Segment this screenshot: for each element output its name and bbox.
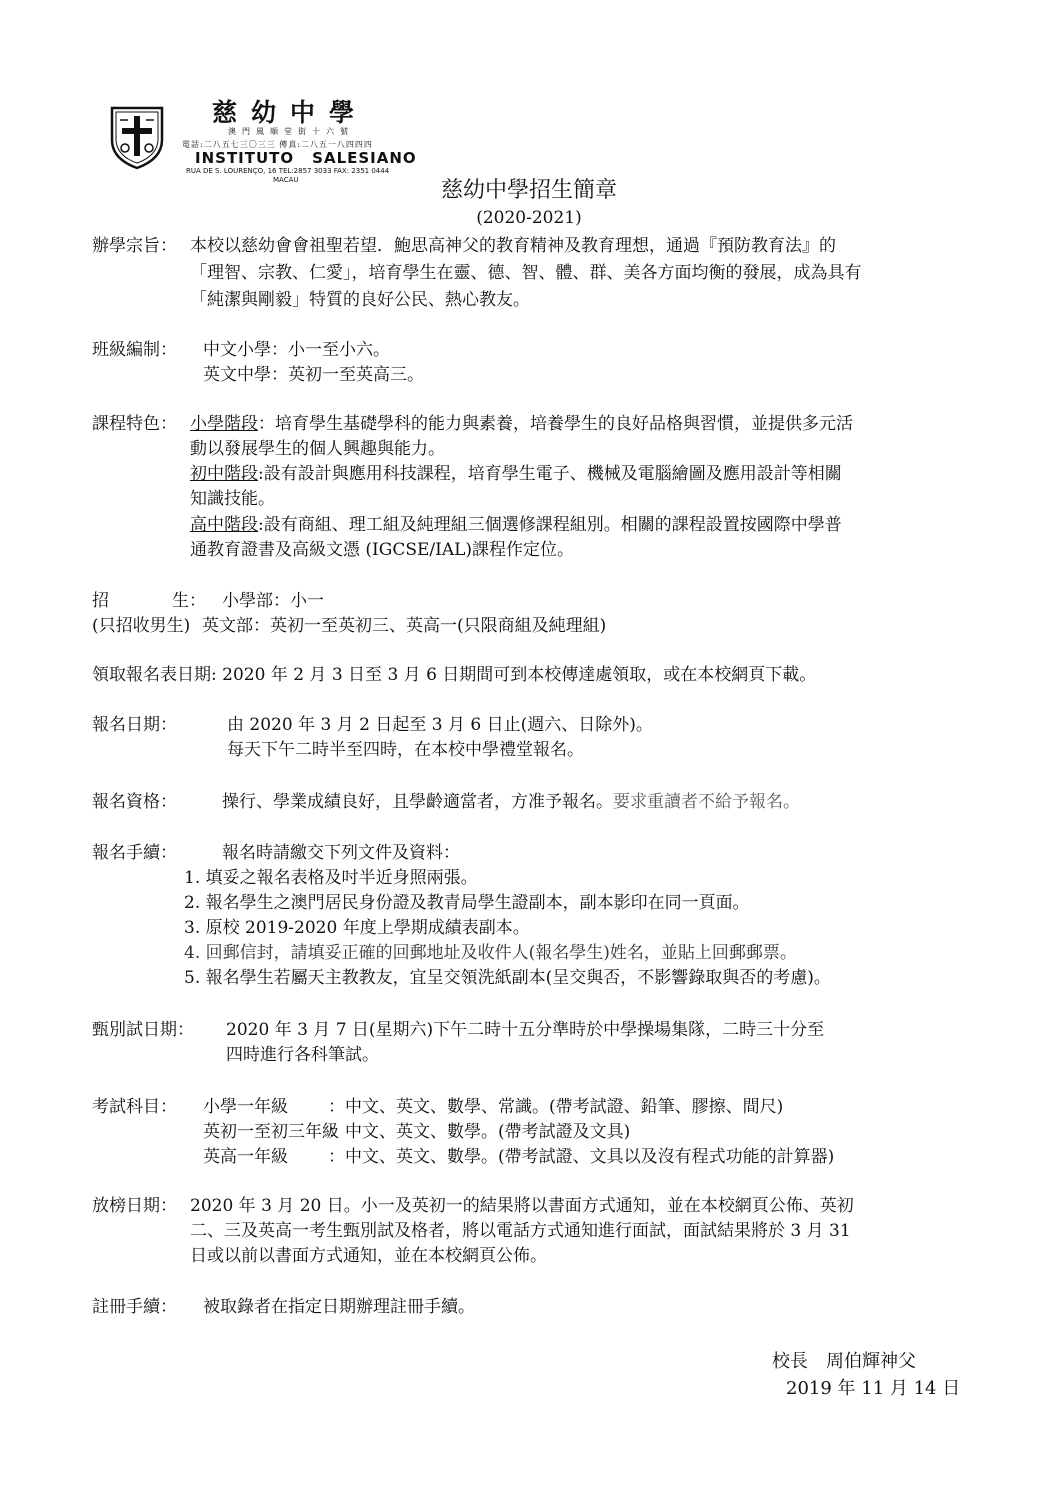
subject-level: 英高一年級: [203, 1147, 288, 1167]
mission-line: 「純潔與剛毅」特質的良好公民、熱心教友。: [190, 290, 530, 310]
subject-detail: ：中文、英文、數學、常識。(帶考試證、鉛筆、膠擦、間尺): [328, 1097, 784, 1117]
admission-label-a: 招: [92, 591, 109, 611]
registration-date-line: 由 2020 年 3 月 2 日起至 3 月 6 日止(週六、日除外)。: [227, 715, 653, 735]
classes-line: 英文中學：英初一至英高三。: [203, 365, 424, 385]
principal-signature: 校長 周伯輝神父: [772, 1351, 916, 1372]
school-name-portuguese: INSTITUTO SALESIANO: [195, 149, 417, 167]
procedure-item: 5. 報名學生若屬天主教教友，宜呈交領洗紙副本(呈交與否，不影響錄取與否的考慮)。: [184, 968, 831, 988]
admission-english: 英文部：英初一至英初三、英高一(只限商組及純理組): [202, 616, 607, 636]
procedure-item: 1. 填妥之報名表格及吋半近身照兩張。: [184, 868, 478, 888]
curriculum-junior: 初中階段:設有設計與應用科技課程，培育學生電子、機械及電腦繪圖及應用設計等相關: [190, 464, 842, 484]
school-name-chinese: 慈幼中學: [212, 98, 369, 127]
eligibility-label: 報名資格：: [92, 792, 177, 812]
enrollment-text: 被取錄者在指定日期辦理註冊手續。: [203, 1297, 475, 1317]
exam-date-line: 四時進行各科筆試。: [226, 1045, 379, 1065]
admission-note: (只招收男生): [92, 616, 191, 636]
mission-line: 「理智、宗教、仁愛」，培育學生在靈、德、智、體、群、美各方面均衡的發展，成為具有: [190, 263, 862, 283]
school-city: MACAU: [273, 176, 299, 184]
subject-detail: ：中文、英文、數學。(帶考試證及文具): [328, 1122, 631, 1142]
procedure-item: 3. 原校 2019-2020 年度上學期成績表副本。: [184, 918, 530, 938]
classes-line: 中文小學：小一至小六。: [203, 340, 390, 360]
mission-line: 本校以慈幼會會祖聖若望．鮑思高神父的教育精神及教育理想，通過『預防教育法』的: [190, 236, 836, 256]
curriculum-label: 課程特色：: [92, 414, 177, 434]
mission-label: 辦學宗旨：: [92, 236, 177, 256]
subject-detail: ：中文、英文、數學。(帶考試證、文具以及沒有程式功能的計算器): [328, 1147, 835, 1167]
results-line: 二、三及英高一考生甄別試及格者，將以電話方式通知進行面試，面試結果將於 3 月 31: [190, 1221, 851, 1241]
subject-level: 小學一年級: [203, 1097, 288, 1117]
curriculum-senior-cont: 通教育證書及高級文憑 (IGCSE/IAL)課程作定位。: [190, 540, 575, 560]
curriculum-primary-cont: 動以發展學生的個人興趣與能力。: [190, 439, 445, 459]
school-address-portuguese: RUA DE S. LOURENÇO, 16 TEL:2857 3033 FAX: 2351 0444: [186, 167, 390, 175]
procedure-item: 2. 報名學生之澳門居民身份證及教青局學生證副本，副本影印在同一頁面。: [184, 893, 750, 913]
registration-date-line: 每天下午二時半至四時，在本校中學禮堂報名。: [227, 740, 584, 760]
document-year: (2020-2021): [476, 208, 582, 228]
subjects-label: 考試科目：: [92, 1097, 177, 1117]
results-label: 放榜日期：: [92, 1196, 177, 1216]
results-line: 日或以前以書面方式通知，並在本校網頁公佈。: [190, 1246, 547, 1266]
school-contact-chinese: 電話:二八五七三〇三三 傳真:二八五一八四四四: [182, 140, 373, 149]
document-title: 慈幼中學招生簡章: [440, 178, 617, 203]
procedure-intro: 報名時請繳交下列文件及資料：: [222, 843, 460, 863]
exam-date-label: 甄別試日期：: [92, 1020, 194, 1040]
exam-date-line: 2020 年 3 月 7 日(星期六)下午二時十五分準時於中學操場集隊，二時三十分至: [226, 1020, 825, 1040]
subject-level: 英初一至初三年級: [203, 1122, 339, 1142]
admission-label-b: 生：: [172, 591, 206, 611]
results-line: 2020 年 3 月 20 日。小一及英初一的結果將以書面方式通知，並在本校網頁公佈、英初: [190, 1196, 854, 1216]
procedure-label: 報名手續：: [92, 843, 177, 863]
school-crest-logo: [108, 104, 166, 170]
school-address-chinese: 澳門風順堂街十六號: [228, 127, 354, 136]
procedure-item: 4. 回郵信封，請填妥正確的回郵地址及收件人(報名學生)姓名，並貼上回郵郵票。: [184, 943, 797, 963]
form-collection-date: 領取報名表日期: 2020 年 2 月 3 日至 3 月 6 日期間可到本校傳達處領取，或在本校網頁下載。: [92, 665, 817, 685]
curriculum-senior: 高中階段:設有商組、理工組及純理組三個選修課程組別。相關的課程設置按國際中學普: [190, 515, 842, 535]
enrollment-label: 註冊手續：: [92, 1297, 177, 1317]
document-date: 2019 年 11 月 14 日: [786, 1378, 961, 1399]
admission-primary: 小學部：小一: [222, 591, 324, 611]
eligibility-text: 操行、學業成績良好，且學齡適當者，方准予報名。要求重讀者不給予報名。: [222, 792, 800, 812]
curriculum-primary: 小學階段：培育學生基礎學科的能力與素養，培養學生的良好品格與習慣，並提供多元活: [190, 414, 853, 434]
curriculum-junior-cont: 知識技能。: [190, 489, 275, 509]
classes-label: 班級編制：: [92, 340, 177, 360]
registration-date-label: 報名日期：: [92, 715, 177, 735]
